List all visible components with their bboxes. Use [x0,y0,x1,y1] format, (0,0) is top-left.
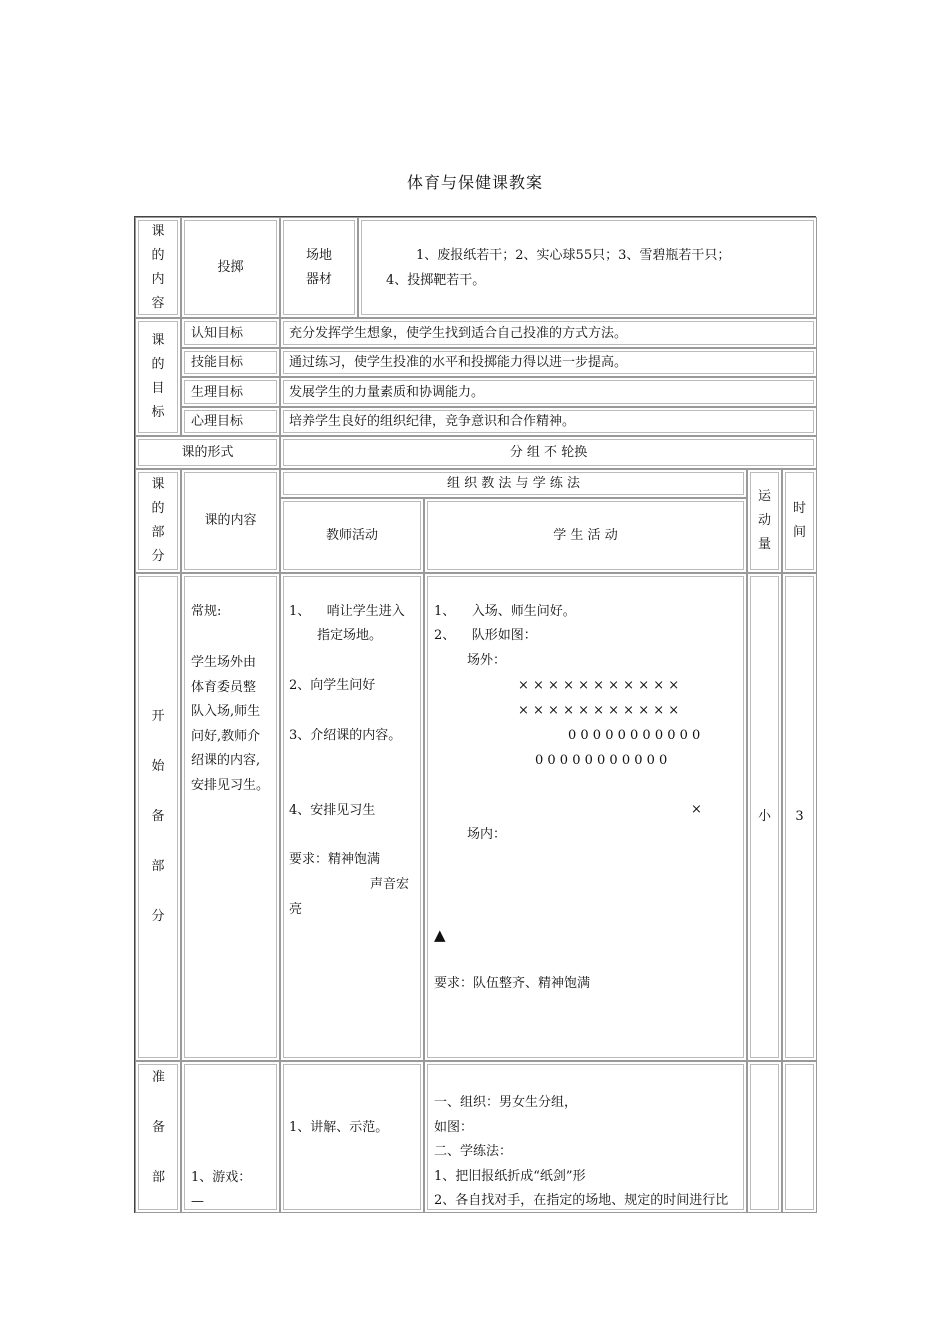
content-line: 学生场外由 [191,655,257,670]
teacher-line: 亮 [289,902,303,917]
content-line: 体育委员整 [191,679,257,695]
prep-student-cell [424,1061,747,1213]
label-char: 课 [151,223,165,239]
content-line: 队入场,师生 [191,704,261,719]
equipment-line: 1、废报纸若干；2、实心球55只；3、雪碧瓶若干只； [416,248,731,263]
student-header [424,498,747,573]
teacher-line: 1、讲解、示范。 [289,1120,389,1135]
content-header-text: 课的内容 [204,513,257,528]
label-char: 分 [151,909,165,924]
goals-row-label [135,318,181,436]
outside-label: 场外： [467,653,507,668]
content-row-label [135,217,181,318]
goal-name-text: 技能目标 [191,355,244,370]
start-time-cell [782,573,817,1061]
goal-name-text: 心理目标 [191,414,244,429]
label-char: 时 [792,501,806,516]
content-title: 常规: [191,604,222,619]
student-line: 1、把旧报纸折成“纸剑”形 [434,1168,586,1184]
student-header-text: 学 生 活 动 [553,527,618,543]
goal-text-psychological [280,407,817,436]
goal-text: 发展学生的力量素质和协调能力。 [289,385,485,400]
start-content-cell [181,573,280,1061]
equipment-label: 场地 [305,247,332,263]
teacher-header [280,498,424,573]
goal-name-physiological [181,377,280,407]
lesson-plan-table [134,216,816,1213]
teacher-marker: × [691,802,702,817]
student-line: 如图： [434,1119,474,1135]
teacher-line: 1、 哨让学生进入 [289,604,405,619]
goal-name-cognitive [181,318,280,348]
part-header [135,469,181,573]
page-title: 体育与保健课教案 [406,173,543,192]
goal-name-text: 认知目标 [191,326,244,341]
form-value: 分 组 不 轮换 [509,444,588,460]
prep-load-cell [747,1061,782,1213]
label-char: 的 [151,247,165,263]
label-char: 内 [151,271,165,287]
equipment-label-cell [280,217,358,318]
formation-x-row: × × × × × × × × × × × [518,678,680,693]
prep-content-cell [181,1061,280,1213]
goal-name-text: 生理目标 [191,385,244,400]
teacher-line: 指定场地。 [317,628,383,643]
goal-name-psychological [181,407,280,436]
goal-text-cognitive [280,318,817,348]
label-char: 分 [151,549,165,564]
form-value-cell [280,436,817,469]
label-char: 的 [151,357,165,372]
label-char: 备 [151,809,165,824]
content-lines [191,651,269,798]
start-part-label [135,573,181,1061]
content-line: — [191,1194,204,1209]
equipment-cell [358,217,817,318]
teacher-header-text: 教师活动 [325,527,378,543]
content-line: 问好,教师介 [191,728,261,744]
label-char: 动 [757,513,771,528]
load-value: 小 [757,809,771,824]
label-char: 准 [152,1070,166,1085]
content-line: 1、游戏： [191,1170,252,1185]
label-char: 部 [152,1170,166,1185]
teacher-line: 4、安排见习生 [289,803,376,818]
student-line: 1、 入场、师生问好。 [434,604,576,619]
topic-text: 投掷 [217,259,244,275]
label-char: 备 [152,1120,166,1135]
time-value: 3 [795,809,804,824]
start-load-cell [747,573,782,1061]
content-line: 安排见习生。 [191,777,270,793]
label-char: 间 [792,525,806,540]
goal-text-physiological [280,377,817,407]
student-line: 二、学练法： [434,1144,513,1159]
formation-x-row: × × × × × × × × × × × [518,703,680,718]
teacher-line: 声音宏 [370,877,410,892]
triangle-icon: ▲ [434,926,446,944]
goal-text: 充分发挥学生想象，使学生找到适合自己投准的方式方法。 [289,326,628,341]
formation-o-row: 0 0 0 0 0 0 0 0 0 0 0 [568,728,701,743]
formation-o-row: 0 0 0 0 0 0 0 0 0 0 0 [535,753,668,768]
label-char: 课 [151,477,165,492]
form-label-cell [135,436,280,469]
organization-header [280,469,747,498]
equipment-line: 4、投掷靶若干。 [386,273,486,288]
label-char: 开 [151,709,165,724]
goal-text-skill [280,348,817,377]
prep-part-label [135,1061,181,1213]
goal-text: 培养学生良好的组织纪律，竞争意识和合作精神。 [289,414,576,429]
student-line: 2、各自找对手，在指定的场地、规定的时间进行比 [434,1193,729,1208]
start-teacher-cell [280,573,424,1061]
student-line: 2、 队形如图： [434,628,537,643]
content-line: 绍课的内容, [191,753,261,768]
organization-header-text: 组 织 教 法 与 学 练 法 [447,475,580,491]
goal-text: 通过练习，使学生投准的水平和投掷能力得以进一步提高。 [289,355,628,370]
goal-name-skill [181,348,280,377]
student-requirement: 要求：队伍整齐、精神饱满 [434,976,591,991]
teacher-line: 3、介绍课的内容。 [289,728,402,743]
label-char: 的 [151,501,165,516]
label-char: 容 [151,295,165,311]
label-char: 标 [151,405,165,420]
label-char: 量 [757,537,771,552]
inside-label: 场内： [467,827,507,842]
time-header [782,469,817,573]
topic-cell [181,217,280,318]
teacher-line: 2、向学生问好 [289,678,376,693]
student-line: 一、组织：男女生分组， [434,1095,578,1110]
form-label: 课的形式 [181,444,234,460]
prep-teacher-cell [280,1061,424,1213]
label-char: 始 [151,759,165,774]
label-char: 运 [757,489,771,504]
label-char: 目 [151,381,165,396]
load-header [747,469,782,573]
start-student-cell [424,573,747,1061]
prep-time-cell [782,1061,817,1213]
content-header [181,469,280,573]
label-char: 课 [151,333,165,348]
label-char: 部 [151,859,165,874]
label-char: 部 [151,525,165,540]
equipment-label: 器材 [305,271,332,287]
teacher-line: 要求：精神饱满 [289,852,381,867]
student-lines [434,1091,728,1213]
